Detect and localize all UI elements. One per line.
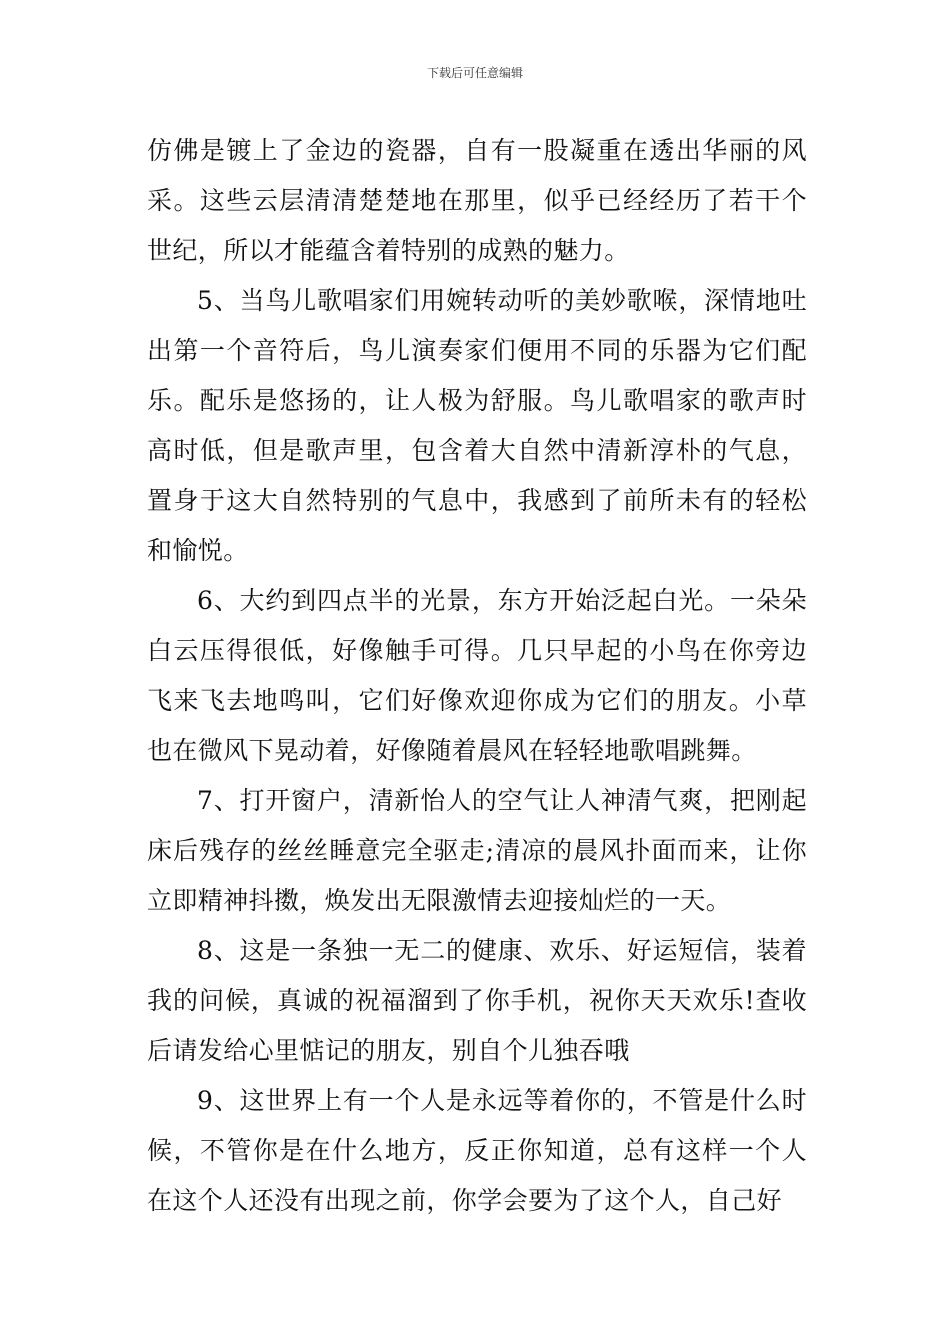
page-header: 下载后可任意编辑 <box>426 66 523 80</box>
paragraph-item-5: 5、当鸟儿歌唱家们用婉转动听的美妙歌喉，深情地吐出第一个音符后，鸟儿演奏家们便用不同的乐器为它们配乐。配乐是悠扬的，让人极为舒服。鸟儿歌唱家的歌声时高时低，但是歌声里，包含着大自然中清新淳朴的气息，置身于这大自然特别的气息中，我感到了前所未有的轻松和愉悦。 <box>147 286 807 565</box>
paragraph-item-8: 8、这是一条独一无二的健康、欢乐、好运短信，装着我的问候，真诚的祝福溜到了你手机，祝你天天欢乐!查收后请发给心里惦记的朋友，别自个儿独吞哦 <box>147 936 807 1065</box>
paragraph-item-9: 9、这世界上有一个人是永远等着你的，不管是什么时候，不管你是在什么地方，反正你知道，总有这样一个人在这个人还没有出现之前，你学会要为了这个人，自己好 <box>147 1086 807 1215</box>
paragraph-continuation: 仿佛是镀上了金边的瓷器，自有一股凝重在透出华丽的风采。这些云层清清楚楚地在那里，似乎已经经历了若干个世纪，所以才能蕴含着特别的成熟的魅力。 <box>147 136 807 265</box>
document-body <box>147 126 807 1226</box>
paragraph-item-7: 7、打开窗户，清新怡人的空气让人神清气爽，把刚起床后残存的丝丝睡意完全驱走;清凉的晨风扑面而来，让你立即精神抖擞，焕发出无限激情去迎接灿烂的一天。 <box>147 786 807 915</box>
paragraph-item-6: 6、大约到四点半的光景，东方开始泛起白光。一朵朵白云压得很低，好像触手可得。几只早起的小鸟在你旁边飞来飞去地鸣叫，它们好像欢迎你成为它们的朋友。小草也在微风下晃动着，好像随着晨风在轻轻地歌唱跳舞。 <box>147 586 807 765</box>
